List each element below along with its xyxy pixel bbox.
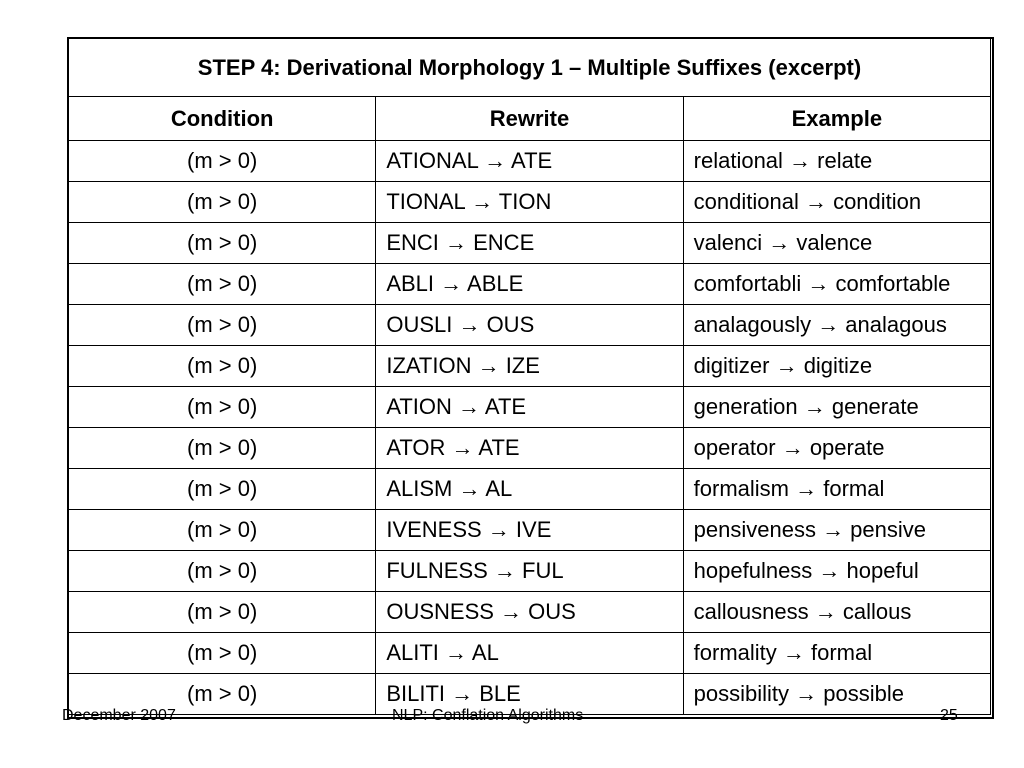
table-row	[69, 346, 991, 387]
cell-condition: (m > 0)	[69, 346, 376, 387]
cell-rewrite: ATOR → ATE	[376, 428, 683, 469]
cell-condition: (m > 0)	[69, 264, 376, 305]
cell-example: operator → operate	[683, 428, 990, 469]
cell-example: pensiveness → pensive	[683, 510, 990, 551]
cell-condition: (m > 0)	[69, 551, 376, 592]
table-row	[69, 428, 991, 469]
cell-condition: (m > 0)	[69, 305, 376, 346]
cell-condition: (m > 0)	[69, 469, 376, 510]
cell-example: conditional → condition	[683, 182, 990, 223]
column-header-example: Example	[683, 97, 990, 141]
footer-date: December 2007	[62, 707, 176, 724]
table-row	[69, 264, 991, 305]
footer-title: NLP: Conflation Algorithms	[392, 707, 584, 724]
cell-example: digitizer → digitize	[683, 346, 990, 387]
table-row	[69, 469, 991, 510]
cell-rewrite: OUSLI → OUS	[376, 305, 683, 346]
table-title: STEP 4: Derivational Morphology 1 – Multiple Suffixes (excerpt)	[69, 39, 991, 97]
table-row	[69, 633, 991, 674]
cell-example: callousness → callous	[683, 592, 990, 633]
cell-rewrite: IVENESS → IVE	[376, 510, 683, 551]
table-row	[69, 510, 991, 551]
table-row	[69, 592, 991, 633]
table-row	[69, 551, 991, 592]
cell-condition: (m > 0)	[69, 674, 376, 715]
table-title-row	[69, 39, 991, 97]
table-row	[69, 182, 991, 223]
cell-example: valenci → valence	[683, 223, 990, 264]
cell-example: relational → relate	[683, 141, 990, 182]
cell-rewrite: ENCI → ENCE	[376, 223, 683, 264]
cell-condition: (m > 0)	[69, 510, 376, 551]
cell-condition: (m > 0)	[69, 141, 376, 182]
cell-example: possibility → possible	[683, 674, 990, 715]
cell-rewrite: IZATION → IZE	[376, 346, 683, 387]
column-header-rewrite: Rewrite	[376, 97, 683, 141]
cell-condition: (m > 0)	[69, 223, 376, 264]
cell-rewrite: ALITI → AL	[376, 633, 683, 674]
column-header-condition: Condition	[69, 97, 376, 141]
table-row	[69, 674, 991, 715]
table-row	[69, 387, 991, 428]
cell-rewrite: ATION → ATE	[376, 387, 683, 428]
cell-example: generation → generate	[683, 387, 990, 428]
cell-example: hopefulness → hopeful	[683, 551, 990, 592]
cell-rewrite: ATIONAL → ATE	[376, 141, 683, 182]
footer-page-number: 25	[940, 707, 958, 724]
cell-rewrite: TIONAL → TION	[376, 182, 683, 223]
cell-condition: (m > 0)	[69, 428, 376, 469]
cell-rewrite: BILITI → BLE	[376, 674, 683, 715]
table-header-row	[69, 97, 991, 141]
cell-rewrite: FULNESS → FUL	[376, 551, 683, 592]
cell-example: formalism → formal	[683, 469, 990, 510]
cell-rewrite: OUSNESS → OUS	[376, 592, 683, 633]
suffix-rules-table	[68, 38, 991, 715]
cell-example: comfortabli → comfortable	[683, 264, 990, 305]
table-row	[69, 141, 991, 182]
table-row	[69, 223, 991, 264]
table-row	[69, 305, 991, 346]
cell-example: analagously → analagous	[683, 305, 990, 346]
cell-rewrite: ABLI → ABLE	[376, 264, 683, 305]
cell-condition: (m > 0)	[69, 592, 376, 633]
cell-condition: (m > 0)	[69, 633, 376, 674]
cell-condition: (m > 0)	[69, 182, 376, 223]
cell-rewrite: ALISM → AL	[376, 469, 683, 510]
cell-condition: (m > 0)	[69, 387, 376, 428]
cell-example: formality → formal	[683, 633, 990, 674]
